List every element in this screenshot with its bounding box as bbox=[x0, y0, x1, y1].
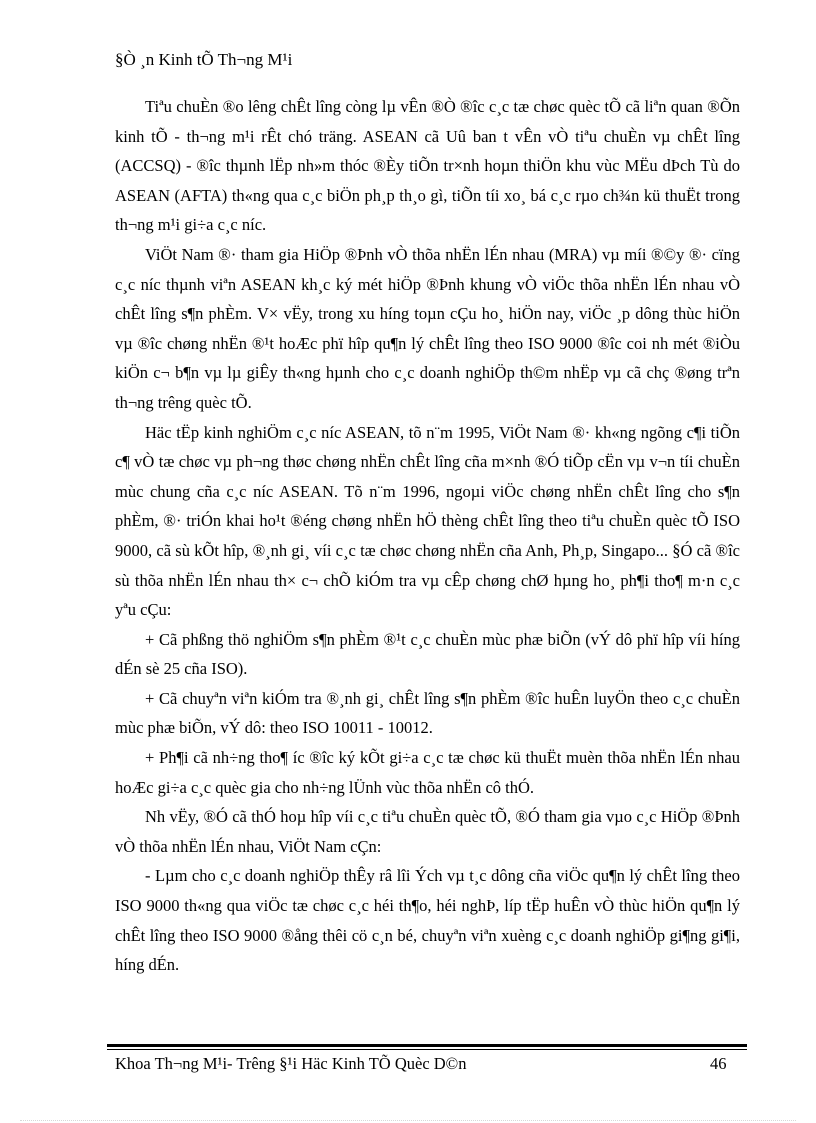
footer-rule-thick bbox=[107, 1044, 747, 1047]
paragraph: Häc tËp kinh nghiÖm c¸c níc ASEAN, tõ n¨m 1995, ViÖt Nam ®· kh«ng ngõng c¶i tiÕn c¶ vÒ tæ chøc vµ ph¬ng thøc chøng nhËn chÊt lîng cña m×nh ®Ó tiÕp cËn vµ v¬n tíi chuÈn mùc chung cña c¸c níc ASEAN. Tõ n¨m 1996, ngoµi viÖc chøng nhËn chÊt lîng cho s¶n phÈm, ®· triÓn khai ho¹t ®éng chøng nhËn hÖ thèng chÊt lîng theo tiªu chuÈn quèc tÕ ISO 9000, cã sù kÕt hîp, ®¸nh gi¸ víi c¸c tæ chøc chøng nhËn cña Anh, Ph¸p, Singapo... §Ó cã ®îc sù thõa nhËn lÉn nhau th× c¬ chÕ kiÓm tra vµ cÊp chøng chØ hµng ho¸ ph¶i tho¶ m·n c¸c yªu cÇu: bbox=[115, 422, 740, 620]
paragraph: Nh vËy, ®Ó cã thÓ hoµ hîp víi c¸c tiªu chuÈn quèc tÕ, ®Ó tham gia vµo c¸c HiÖp ®Þnh vÒ thõa nhËn lÉn nhau, ViÖt Nam cÇn: bbox=[115, 807, 740, 856]
list-item: - Lµm cho c¸c doanh nghiÖp thÊy râ lîi Ých vµ t¸c dông cña viÖc qu¶n lý chÊt lîng theo ISO 9000 th«ng qua viÖc tæ chøc c¸c héi th¶o, héi nghÞ, líp tËp huÊn vÒ thùc hiÖn qu¶n lý chÊt lîng theo ISO 9000 ®ång thêi cö c¸n bé, chuyªn viªn xuèng c¸c doanh nghiÖp gi¶ng gi¶i, híng dÉn. bbox=[115, 866, 740, 975]
list-item: + Cã chuyªn viªn kiÓm tra ®¸nh gi¸ chÊt lîng s¶n phÈm ®îc huÊn luyÖn theo c¸c chuÈn mùc phæ biÕn, vÝ dô: theo ISO 10011 - 10012. bbox=[115, 688, 740, 738]
list-item: + Ph¶i cã nh÷ng tho¶ íc ®îc ký kÕt gi÷a c¸c tæ chøc kü thuËt muèn thõa nhËn lÉn nhau hoÆc gi÷a c¸c quèc gia cho nh÷ng lÜnh vùc thõa nhËn cô thÓ. bbox=[115, 748, 740, 797]
paragraph: ViÖt Nam ®· tham gia HiÖp ®Þnh vÒ thõa nhËn lÉn nhau (MRA) vµ míi ®©y ®· cïng c¸c níc thµnh viªn ASEAN kh¸c ký mét hiÖp ®Þnh khung vÒ viÖc thõa nhËn lÉn nhau vÒ chÊt lîng s¶n phÈm. V× vËy, trong xu híng toµn cÇu ho¸ hiÖn nay, viÖc ¸p dông thùc hiÖn vµ ®îc chøng nhËn ®¹t hoÆc phï hîp qu¶n lý chÊt lîng theo ISO 9000 ®îc coi nh mét ®iÒu kiÖn c¬ b¶n vµ lµ giÊy th«ng hµnh cho c¸c doanh nghiÖp th©m nhËp vµ cã chç ®øng trªn th¬ng trêng quèc tÕ. bbox=[115, 244, 740, 412]
list-item: + Cã phßng thö nghiÖm s¶n phÈm ®¹t c¸c chuÈn mùc phæ biÕn (vÝ dô phï hîp víi híng dÉn sè 25 cña ISO). bbox=[115, 629, 740, 679]
page-header: §Ò ¸n Kinh tÕ Th¬ng M¹i bbox=[115, 50, 293, 69]
footer-institution: Khoa Th¬ng M¹i- Trêng §¹i Häc Kinh TÕ Quèc D©n bbox=[115, 1054, 467, 1073]
page-bottom-divider bbox=[20, 1120, 796, 1121]
paragraph: Tiªu chuÈn ®o lêng chÊt lîng còng lµ vÊn ®Ò ®îc c¸c tæ chøc quèc tÕ cã liªn quan ®Õn kinh tÕ - th¬ng m¹i rÊt chó träng. ASEAN cã Uû ban t vÊn vÒ tiªu chuÈn vµ chÊt lîng (ACCSQ) - ®îc thµnh lËp nh»m thóc ®Èy tiÕn tr×nh hoµn thiÖn khu vùc MËu dÞch Tù do ASEAN (AFTA) th«ng qua c¸c biÖn ph¸p th¸o gì, tiÕn tíi xo¸ bá c¸c rµo ch¾n kü thuËt trong th¬ng m¹i gi÷a c¸c níc. bbox=[115, 97, 740, 235]
footer-rule-thin bbox=[107, 1049, 747, 1050]
document-body bbox=[115, 92, 740, 980]
page-number: 46 bbox=[710, 1054, 727, 1073]
